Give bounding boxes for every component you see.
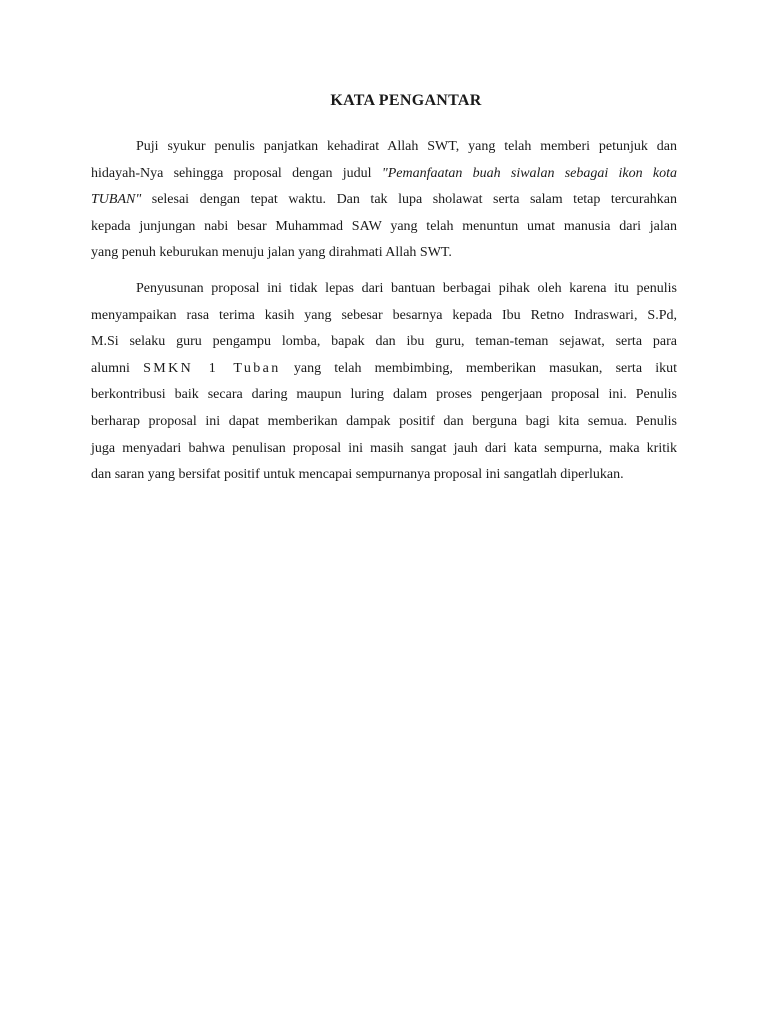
proposal-title-part-2: TUBAN" (91, 192, 142, 208)
paragraph-2-line-4 (91, 356, 677, 383)
paragraph-2-line-2: menyampaikan rasa terima kasih yang sebesar besarnya kepada Ibu Retno Indraswari, S.Pd, (91, 307, 677, 323)
paragraph-2-line-6: berharap proposal ini dapat memberikan dampak positif dan berguna bagi kita semua. Penulis (91, 413, 677, 429)
paragraph-2-line-5: berkontribusi baik secara daring maupun luring dalam proses pengerjaan proposal ini. Penulis (91, 387, 677, 403)
paragraph-1-line-2-text: hidayah-Nya sehingga proposal dengan judul (91, 165, 382, 181)
paragraph-1-line-1: Puji syukur penulis panjatkan kehadirat Allah SWT, yang telah memberi petunjuk dan (136, 139, 677, 154)
paragraph-2-line-4-text: alumni (91, 360, 144, 376)
document-title: KATA PENGANTAR (330, 92, 482, 109)
paragraph-2-line-3: M.Si selaku guru pengampu lomba, bapak dan ibu guru, teman-teman sejawat, serta para (91, 334, 677, 350)
paragraph-2-line-7: juga menyadari bahwa penulisan proposal ini masih sangat jauh dari kata sempurna, maka kritik (91, 440, 677, 456)
paragraph-1-line-5: yang penuh keburukan menuju jalan yang dirahmati Allah SWT. (91, 245, 452, 261)
document-body (91, 134, 677, 489)
paragraph-2-line-8: dan saran yang bersifat positif untuk mencapai sempurnanya proposal ini sangatlah diperlukan. (91, 467, 624, 483)
paragraph-1-line-2 (91, 161, 677, 188)
school-name: SMKN 1 Tuban (143, 360, 281, 376)
proposal-title-part-1: "Pemanfaatan buah siwalan sebagai ikon kota (381, 165, 677, 181)
paragraph-1-line-3-text: selesai dengan tepat waktu. Dan tak lupa sholawat serta salam tetap tercurahkan (141, 192, 677, 208)
paragraph-2-line-4-text-end: yang telah membimbing, memberikan masukan, serta ikut (280, 360, 677, 376)
paragraph-2-line-1: Penyusunan proposal ini tidak lepas dari bantuan berbagai pihak oleh karena itu penulis (136, 280, 677, 296)
paragraph-2 (91, 276, 677, 489)
paragraph-1-line-4: kepada junjungan nabi besar Muhammad SAW yang telah menuntun umat manusia dari jalan (91, 218, 677, 234)
paragraph-1-line-3 (91, 187, 677, 214)
paragraph-1 (91, 134, 677, 267)
